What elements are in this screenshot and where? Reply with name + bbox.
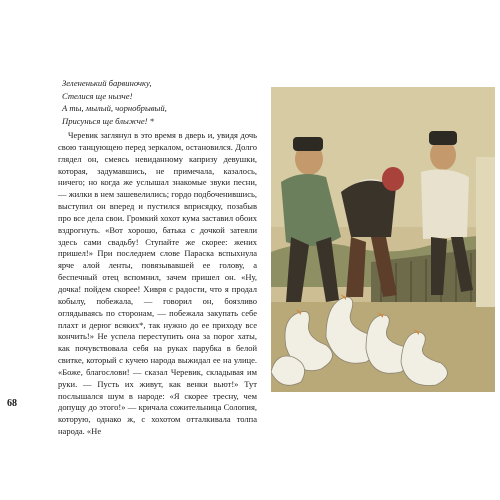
illustration-icon bbox=[271, 87, 495, 392]
poem-line: А ты, мылый, чорнобрывый, bbox=[62, 103, 167, 114]
prose-paragraph: Черевик заглянул в это время в дверь и, увидя дочь свою танцующею перед зеркалом, остановился. Долго глядел он, смеясь невиданному капризу девушки, которая, задумавшись, не примечала, казалось, ничего; но когда же услышал знакомые звуки песни, — жилки в нем зашевелились; гордо подбоченившись, выступил он вперед и пустился вприсядку, позабыв про все дела свои. Громкий хохот кума заставил обоих вздрогнуть. «Вот хорошо, батька с дочкой затеяли здесь сами свадьбу! Ступайте же скорее: жених пришел!» При последнем слове Параска вспыхнула ярче алой ленты, повязывавшей ее голову, а беспечный отец вспомнил, зачем пришел он. «Ну, дочка! пойдем скорее! Хивря с радости, что я продал кобылу, побежала, — говорил он, боязливо оглядываясь по сторонам, — побежала закупать себе плахт и дерюг всяких*, так нужно до ее приходу все кончить!» Не успела переступить она за порог хаты, как почувствовала себя на руках парубка в белой свитке, который с кучею народа выжидал ее на улице. «Боже, благослови! — сказал Черевик, складывая им руки. — Пусть их живут, как венки вьют!» Тут послышался шум в народе: «Я скорее тресну, чем допущу до этого!» — кричала сожительница Солопия, которую, однако ж, с хохотом отталкивала толпа народа. «Не bbox=[58, 130, 257, 437]
prose-text bbox=[58, 130, 257, 438]
poem-line: Присунься ще блыжче! * bbox=[62, 115, 154, 126]
poem-line: Стелися ще нызче! bbox=[62, 90, 133, 101]
book-illustration bbox=[271, 87, 495, 392]
poem-line: Зелененький барвиночку, bbox=[62, 78, 152, 88]
page-number: 68 bbox=[7, 398, 17, 409]
poem-stanza bbox=[62, 77, 257, 127]
